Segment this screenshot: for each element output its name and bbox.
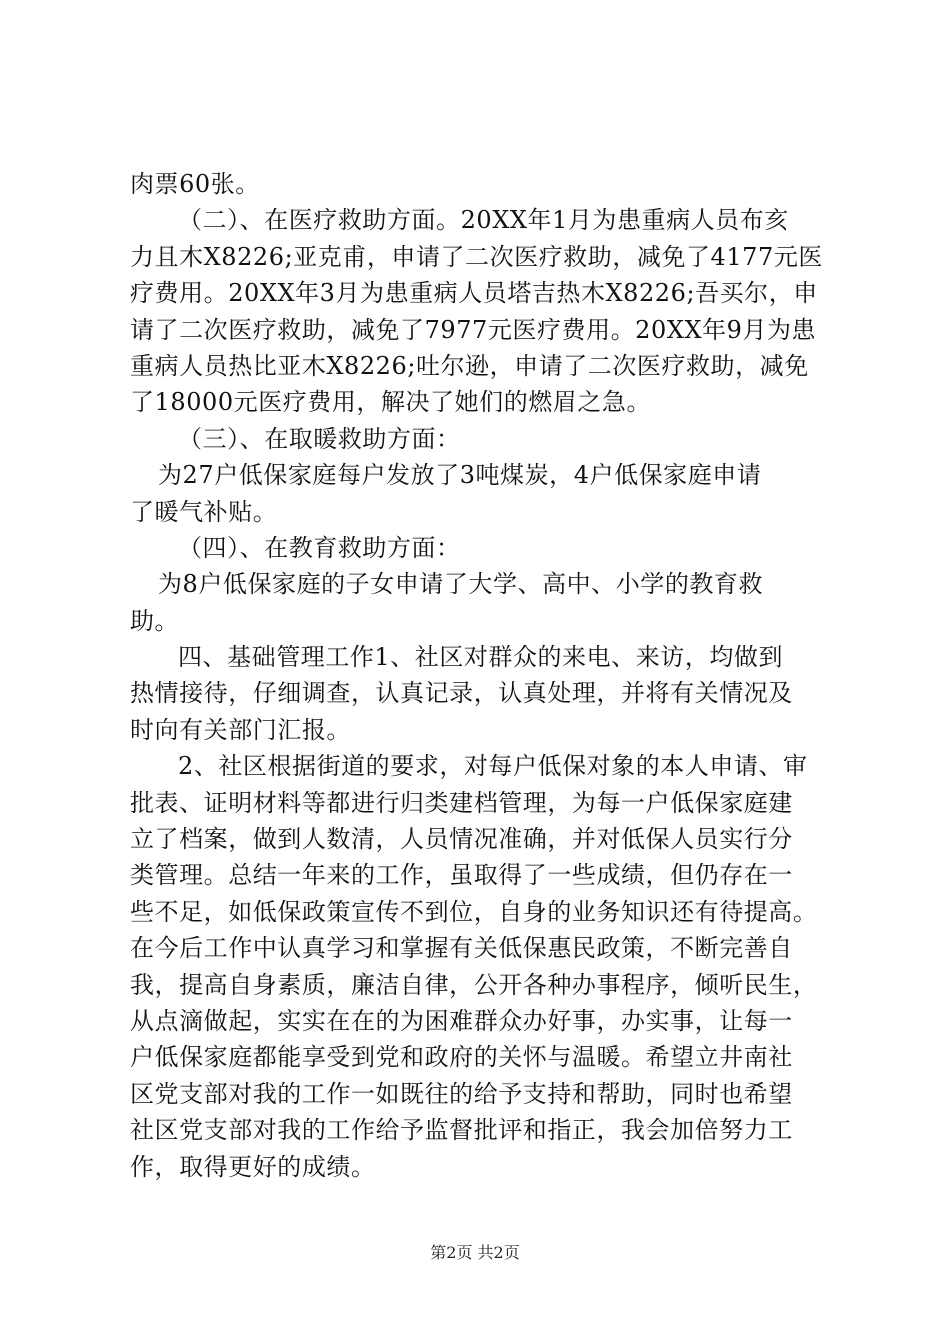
text-line: 在今后工作中认真学习和掌握有关低保惠民政策，不断完善自: [130, 934, 793, 963]
text-line: 批表、证明材料等都进行归类建档管理，为每一户低保家庭建: [130, 788, 793, 817]
text-line: 户低保家庭都能享受到党和政府的关怀与温暖。希望立井南社: [130, 1043, 793, 1072]
text-line: 疗费用。20XX年3月为患重病人员塔吉热木X8226;吾买尔，申: [130, 279, 818, 308]
text-line: 为8户低保家庭的子女申请了大学、高中、小学的教育救: [158, 570, 764, 599]
text-line: 热情接待，仔细调查，认真记录，认真处理，并将有关情况及: [130, 679, 793, 708]
page-number: 第2页 共2页: [430, 1243, 520, 1262]
text-line: 重病人员热比亚木X8226;吐尔逊，申请了二次医疗救助，减免: [130, 351, 809, 380]
text-line: 助。: [130, 606, 180, 635]
text-line: 了18000元医疗费用，解决了她们的燃眉之急。: [130, 388, 651, 417]
text-line: 社区党支部对我的工作给予监督批评和指正，我会加倍努力工: [130, 1116, 793, 1145]
document-body: [130, 166, 830, 1185]
text-line: 立了档案，做到人数清，人员情况准确，并对低保人员实行分: [130, 825, 793, 854]
text-line: 从点滴做起，实实在在的为困难群众办好事，办实事，让每一: [130, 1006, 793, 1035]
text-line: （三）、在取暖救助方面：: [178, 424, 461, 453]
text-line: 些不足，如低保政策宣传不到位，自身的业务知识还有待提高。: [130, 897, 818, 926]
text-line: 了暖气补贴。: [130, 497, 278, 526]
text-line: 作，取得更好的成绩。: [130, 1152, 376, 1181]
text-line: 请了二次医疗救助，减免了7977元医疗费用。20XX年9月为患: [130, 315, 817, 344]
text-line: 区党支部对我的工作一如既往的给予支持和帮助，同时也希望: [130, 1079, 793, 1108]
text-line: （四）、在教育救助方面：: [178, 533, 461, 562]
text-line: （二）、在医疗救助方面。20XX年1月为患重病人员布亥: [178, 206, 789, 235]
text-line: 力且木X8226;亚克甫，申请了二次医疗救助，减免了4177元医: [130, 242, 823, 271]
text-line: 类管理。总结一年来的工作，虽取得了一些成绩，但仍存在一: [130, 861, 793, 890]
text-line: 为27户低保家庭每户发放了3吨煤炭，4户低保家庭申请: [158, 461, 762, 490]
text-line: 四、基础管理工作1、社区对群众的来电、来访，均做到: [178, 643, 784, 672]
text-line: 2、社区根据街道的要求，对每户低保对象的本人申请、审: [178, 752, 808, 781]
text-line: 肉票60张。: [130, 170, 260, 198]
text-line: 时向有关部门汇报。: [130, 715, 351, 744]
text-line: 我，提高自身素质，廉洁自律，公开各种办事程序，倾听民生，: [130, 970, 818, 999]
